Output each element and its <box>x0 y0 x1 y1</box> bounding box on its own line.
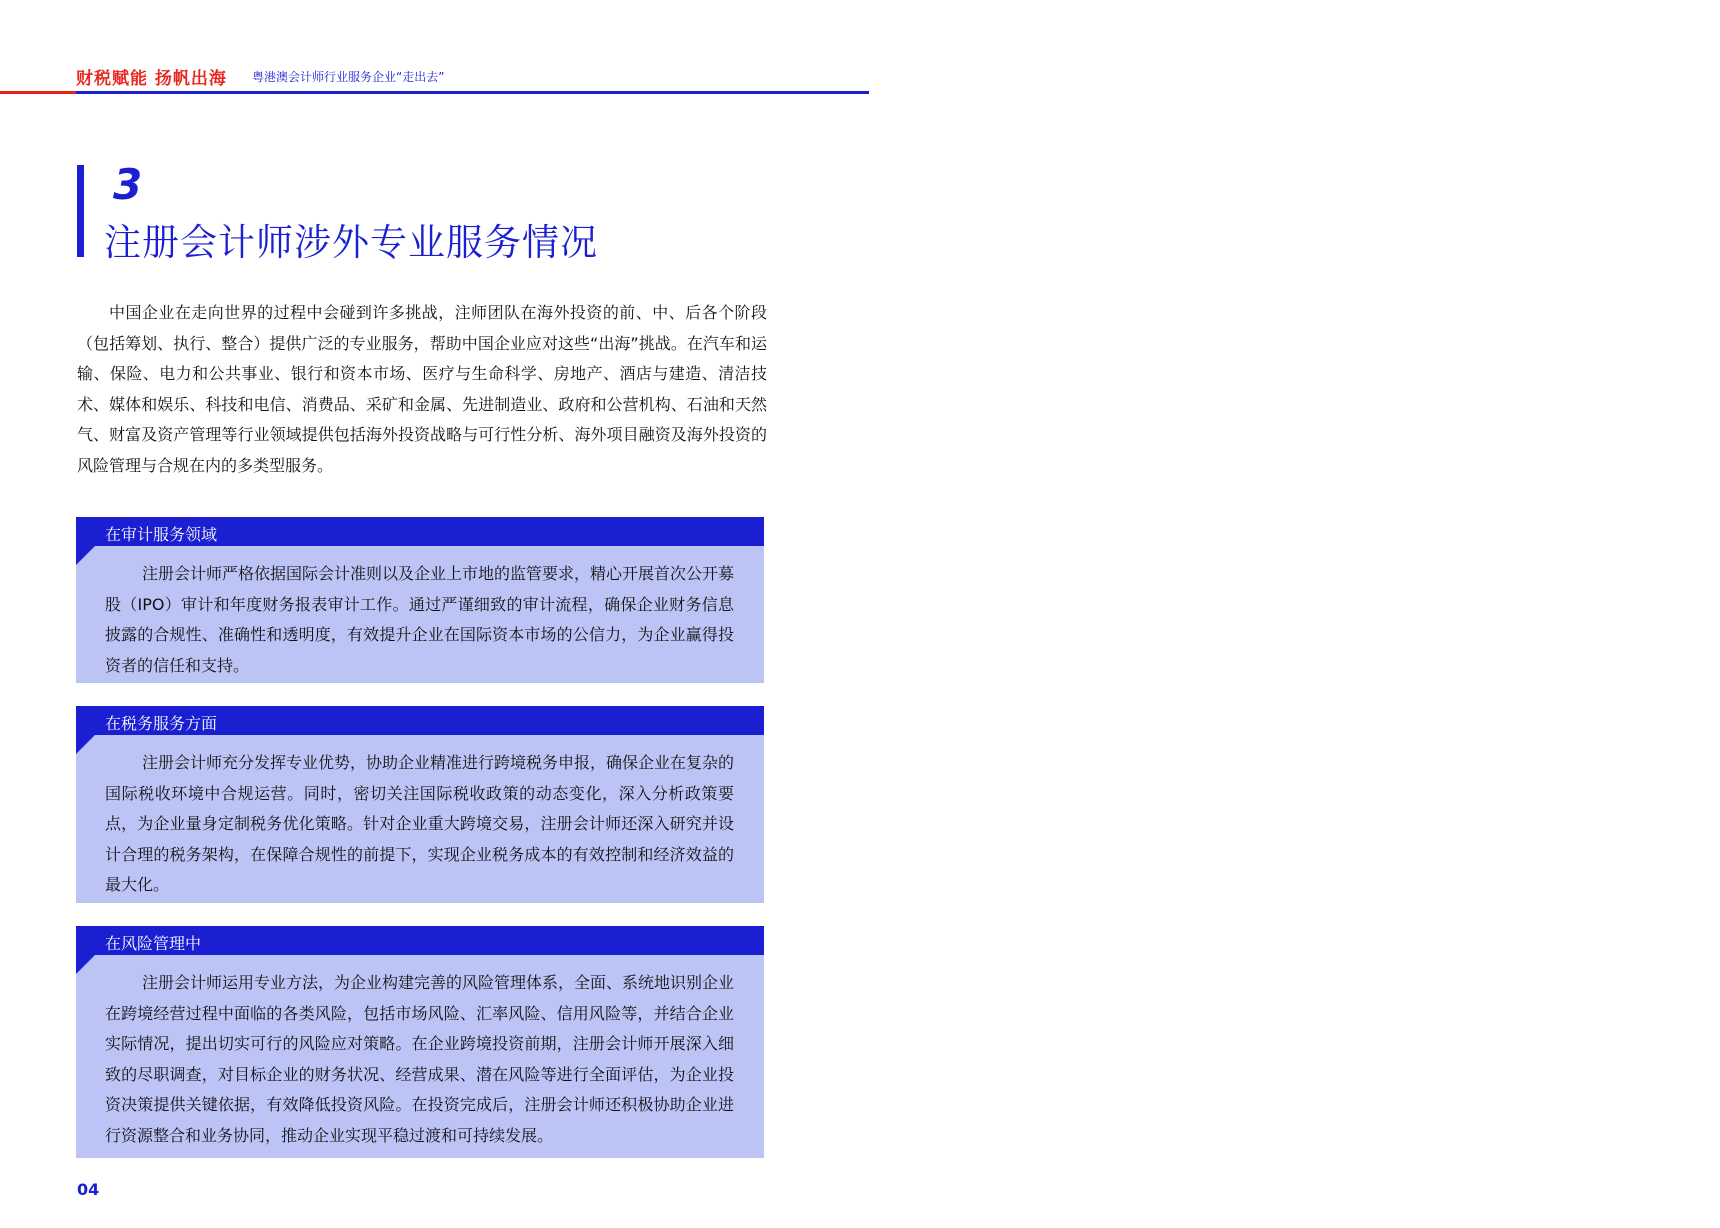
section-number: 3 <box>113 160 143 209</box>
section-title: 注册会计师涉外专业服务情况 <box>104 221 598 264</box>
header-rule-red <box>0 91 76 94</box>
tax-services-box <box>76 706 764 903</box>
box-heading: 在风险管理中 <box>105 934 202 953</box>
box-header-notch <box>76 735 95 754</box>
page-number: 04 <box>77 1180 100 1199</box>
audit-services-box <box>76 517 764 683</box>
intro-paragraph: 中国企业在走向世界的过程中会碰到许多挑战，注师团队在海外投资的前、中、后各个阶段（包括筹划、执行、整合）提供广泛的专业服务，帮助中国企业应对这些“出海”挑战。在汽车和运输、保险、电力和公共事业、银行和资本市场、医疗与生命科学、房地产、酒店与建造、清洁技术、媒体和娱乐、科技和电信、消费品、采矿和金属、先进制造业、政府和公营机构、石油和天然气、财富及资产管理等行业领域提供包括海外投资战略与可行性分析、海外项目融资及海外投资的风险管理与合规在内的多类型服务。 <box>77 303 767 475</box>
box-header-notch <box>76 955 95 974</box>
section-accent-bar <box>77 165 84 257</box>
box-header <box>76 926 764 955</box>
box-header <box>76 706 764 735</box>
box-heading: 在税务服务方面 <box>105 714 218 733</box>
header-subtitle: 粤港澳会计师行业服务企业“走出去” <box>252 70 445 84</box>
box-body-text: 注册会计师运用专业方法，为企业构建完善的风险管理体系，全面、系统地识别企业在跨境经营过程中面临的各类风险，包括市场风险、汇率风险、信用风险等，并结合企业实际情况，提出切实可行的风险应对策略。在企业跨境投资前期，注册会计师开展深入细致的尽职调查，对目标企业的财务状况、经营成果、潜在风险等进行全面评估，为企业投资决策提供关键依据，有效降低投资风险。在投资完成后，注册会计师还积极协助企业进行资源整合和业务协同，推动企业实现平稳过渡和可持续发展。 <box>105 973 735 1145</box>
header-rule-blue <box>76 91 869 94</box>
box-body-text: 注册会计师严格依据国际会计准则以及企业上市地的监管要求，精心开展首次公开募股（IPO）审计和年度财务报表审计工作。通过严谨细致的审计流程，确保企业财务信息披露的合规性、准确性和透明度，有效提升企业在国际资本市场的公信力，为企业赢得投资者的信任和支持。 <box>105 564 735 675</box>
box-body-text: 注册会计师充分发挥专业优势，协助企业精准进行跨境税务申报，确保企业在复杂的国际税收环境中合规运营。同时，密切关注国际税收政策的动态变化，深入分析政策要点，为企业量身定制税务优化策略。针对企业重大跨境交易，注册会计师还深入研究并设计合理的税务架构，在保障合规性的前提下，实现企业税务成本的有效控制和经济效益的最大化。 <box>105 753 735 894</box>
header-brand: 财税赋能 扬帆出海 <box>76 69 227 89</box>
box-header-notch <box>76 546 95 565</box>
box-header <box>76 517 764 546</box>
box-heading: 在审计服务领域 <box>105 525 218 544</box>
risk-management-box <box>76 926 764 1158</box>
